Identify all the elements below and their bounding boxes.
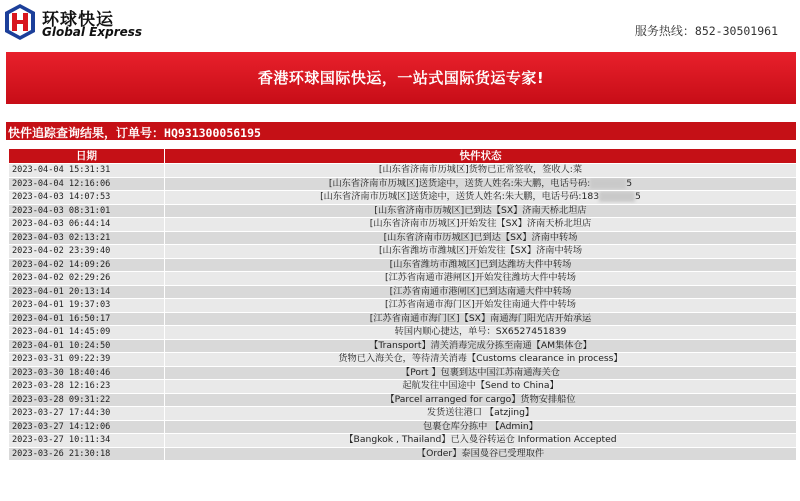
row-date: 2023-04-03 14:07:53 bbox=[9, 191, 165, 205]
row-status: [山东省济南市历城区]已到达【SX】济南中转场 bbox=[165, 231, 797, 245]
hotline-label: 服务热线： bbox=[634, 24, 695, 38]
table-row bbox=[9, 218, 797, 232]
table-row bbox=[9, 420, 797, 434]
row-status-tail: 5 bbox=[626, 177, 633, 189]
table-row bbox=[9, 326, 797, 340]
row-date: 2023-04-03 08:31:01 bbox=[9, 204, 165, 218]
row-status: 【Port 】包裹到达中国江苏南通海关仓 bbox=[165, 366, 797, 380]
row-date: 2023-04-01 16:50:17 bbox=[9, 312, 165, 326]
row-status: 【Bangkok , Thailand】已入曼谷转运仓 Information Accepted bbox=[165, 434, 797, 448]
row-status: 包裹仓库分拣中 【Admin】 bbox=[165, 420, 797, 434]
row-date: 2023-03-28 12:16:23 bbox=[9, 380, 165, 394]
banner-slogan: 香港环球国际快运，一站式国际货运专家! bbox=[257, 69, 545, 87]
row-status: [山东省济南市历城区]货物已正常签收，签收人:菜 bbox=[165, 164, 797, 178]
table-row bbox=[9, 393, 797, 407]
row-status-text: [山东省济南市历城区]送货途中，送货人姓名:朱大鹏，电话号码: bbox=[328, 177, 591, 189]
row-date: 2023-03-31 09:22:39 bbox=[9, 353, 165, 367]
row-status-tail: 5 bbox=[635, 191, 641, 202]
tracking-result-header bbox=[6, 122, 796, 140]
service-hotline bbox=[635, 22, 778, 39]
row-status: 【Transport】清关消毒完成分拣至南通【AM集体仓】 bbox=[165, 339, 797, 353]
logo-english-name: Global Express bbox=[42, 25, 143, 39]
row-date: 2023-04-01 20:13:14 bbox=[9, 285, 165, 299]
row-date: 2023-04-03 02:13:21 bbox=[9, 231, 165, 245]
row-date: 2023-03-27 14:12:06 bbox=[9, 420, 165, 434]
row-status: [山东省济南市历城区]已到达【SX】济南天桥北坦店 bbox=[165, 204, 797, 218]
table-row bbox=[9, 164, 797, 178]
row-date: 2023-04-01 19:37:03 bbox=[9, 299, 165, 313]
row-status: [江苏省南通市港闸区]已到达南通大件中转场 bbox=[165, 285, 797, 299]
column-header-date: 日期 bbox=[9, 149, 165, 164]
logo-chinese-name: 环球快运 bbox=[42, 10, 114, 30]
table-row bbox=[9, 272, 797, 286]
row-date: 2023-03-26 21:30:18 bbox=[9, 447, 165, 461]
row-status-text: [山东省济南市历城区]送货途中，送货人姓名:朱大鹏，电话号码:183 bbox=[320, 191, 600, 202]
row-date: 2023-04-02 14:09:26 bbox=[9, 258, 165, 272]
row-status: [江苏省南通市港闸区]开始发往潍坊大件中转场 bbox=[165, 272, 797, 286]
row-status: 起航发往中国途中【Send to China】 bbox=[165, 380, 797, 394]
table-row bbox=[9, 366, 797, 380]
row-status: 发货送往港口 【atzjing】 bbox=[165, 407, 797, 421]
table-header-row bbox=[9, 149, 797, 164]
row-date: 2023-04-02 02:29:26 bbox=[9, 272, 165, 286]
hotline-number: 852-30501961 bbox=[694, 24, 778, 38]
column-header-status: 快件状态 bbox=[165, 149, 797, 164]
table-row bbox=[9, 204, 797, 218]
slogan-banner bbox=[6, 52, 796, 104]
row-status: 【Parcel arranged for cargo】货物安排船位 bbox=[165, 393, 797, 407]
row-date: 2023-04-04 15:31:31 bbox=[9, 164, 165, 178]
order-number: HQ931300056195 bbox=[164, 126, 261, 140]
row-date: 2023-03-27 17:44:30 bbox=[9, 407, 165, 421]
redacted-phone bbox=[599, 191, 635, 202]
table-row bbox=[9, 285, 797, 299]
row-date: 2023-04-03 06:44:14 bbox=[9, 218, 165, 232]
page-header bbox=[0, 0, 800, 50]
table-row bbox=[9, 312, 797, 326]
table-row bbox=[9, 434, 797, 448]
row-status bbox=[165, 177, 797, 191]
row-status: 【Order】泰国曼谷已受理取件 bbox=[165, 447, 797, 461]
row-date: 2023-03-27 10:11:34 bbox=[9, 434, 165, 448]
tracking-title-label: 快件追踪查询结果，订单号： bbox=[8, 126, 165, 140]
row-date: 2023-04-04 12:16:06 bbox=[9, 177, 165, 191]
row-status bbox=[165, 191, 797, 205]
globe-express-logo-icon bbox=[4, 3, 36, 41]
row-date: 2023-03-30 18:40:46 bbox=[9, 366, 165, 380]
table-row bbox=[9, 407, 797, 421]
table-row bbox=[9, 191, 797, 205]
row-status: [山东省潍坊市潍城区]开始发往【SX】济南中转场 bbox=[165, 245, 797, 259]
table-row bbox=[9, 231, 797, 245]
tracking-title bbox=[8, 124, 261, 141]
row-status: [山东省济南市历城区]开始发往【SX】济南天桥北坦店 bbox=[165, 218, 797, 232]
redacted-phone bbox=[590, 178, 626, 189]
table-row bbox=[9, 447, 797, 461]
row-date: 2023-04-01 14:45:09 bbox=[9, 326, 165, 340]
table-row bbox=[9, 177, 797, 191]
row-date: 2023-04-01 10:24:50 bbox=[9, 339, 165, 353]
row-status: [江苏省南通市海门区]开始发往南通大件中转场 bbox=[165, 299, 797, 313]
row-status: [江苏省南通市海门区]【SX】南通海门阳光店开始承运 bbox=[165, 312, 797, 326]
row-status: 货物已入海关仓，等待清关消毒【Customs clearance in process】 bbox=[165, 353, 797, 367]
table-row bbox=[9, 339, 797, 353]
table-row bbox=[9, 380, 797, 394]
row-status: [山东省潍坊市潍城区]已到达潍坊大件中转场 bbox=[165, 258, 797, 272]
row-status: 转国内顺心捷达，单号：SX6527451839 bbox=[165, 326, 797, 340]
table-row bbox=[9, 353, 797, 367]
row-date: 2023-04-02 23:39:40 bbox=[9, 245, 165, 259]
table-row bbox=[9, 258, 797, 272]
logo[interactable] bbox=[4, 3, 154, 43]
row-date: 2023-03-28 09:31:22 bbox=[9, 393, 165, 407]
table-row bbox=[9, 245, 797, 259]
table-row bbox=[9, 299, 797, 313]
tracking-table bbox=[8, 148, 797, 461]
